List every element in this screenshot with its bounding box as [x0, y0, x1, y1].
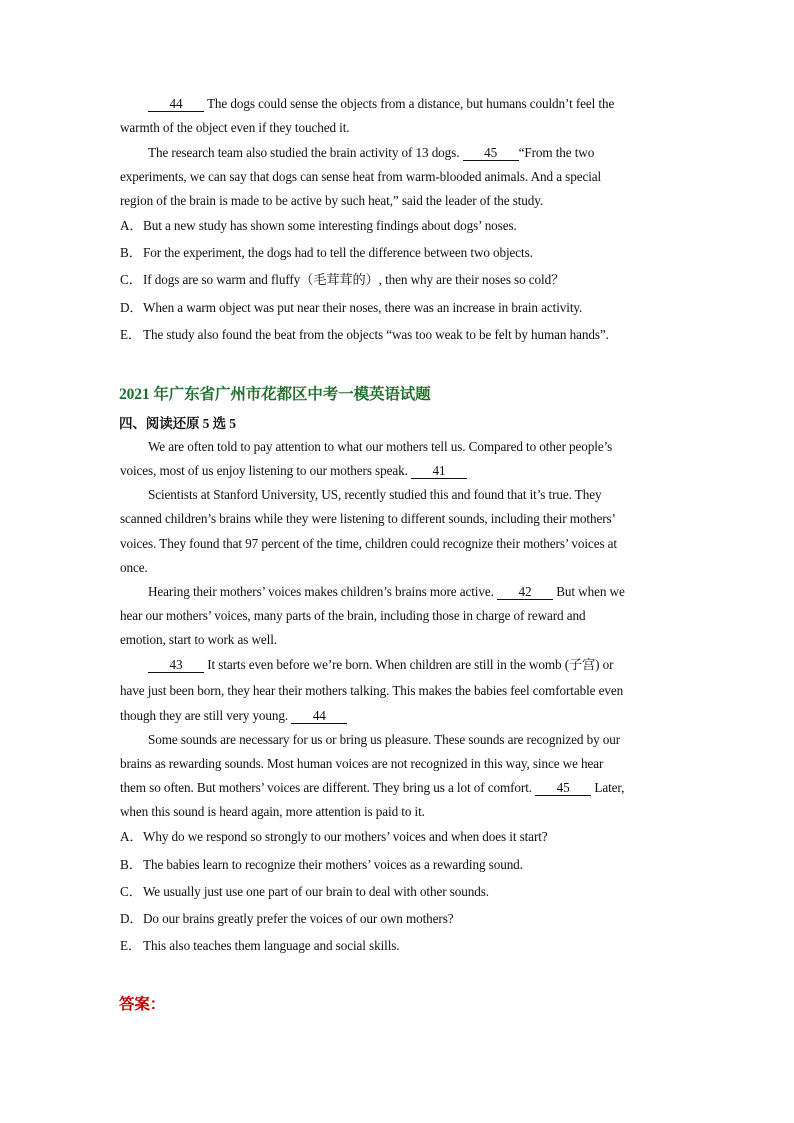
- text-fragment: The research team also studied the brain activity of 13 dogs.: [148, 145, 460, 160]
- option-letter: C．: [120, 272, 142, 287]
- option-a: [120, 829, 548, 845]
- option-c: [120, 884, 489, 900]
- paragraph-line: We are often told to pay attention to what our mothers tell us. Compared to other people’s: [148, 439, 613, 454]
- answer-blank-41: 41: [411, 464, 467, 479]
- answer-blank-44: 44: [148, 97, 204, 112]
- paragraph-line: have just been born, they hear their mothers talking. This makes the babies feel comfortable even: [120, 683, 624, 698]
- option-text: For the experiment, the dogs had to tell the difference between two objects.: [143, 245, 533, 260]
- text-fragment: them so often. But mothers’ voices are different. They bring us a lot of comfort.: [120, 780, 532, 795]
- option-d: [120, 911, 454, 927]
- option-letter: E．: [120, 327, 142, 342]
- answer-blank-43: 43: [148, 658, 204, 673]
- paragraph-line: when this sound is heard again, more attention is paid to it.: [120, 804, 425, 819]
- text-fragment: voices, most of us enjoy listening to our mothers speak.: [120, 463, 408, 478]
- paragraph-line: Some sounds are necessary for us or bring us pleasure. These sounds are recognized by our: [148, 732, 621, 747]
- text-fragment: though they are still very young.: [120, 708, 289, 723]
- option-e: [120, 938, 399, 954]
- paragraph-line: [120, 780, 624, 796]
- paragraph-line: emotion, start to work as well.: [120, 632, 277, 647]
- text-fragment: Hearing their mothers’ voices makes children’s brains more active.: [148, 584, 494, 599]
- option-d: [120, 300, 582, 316]
- paragraph-line: once.: [120, 560, 148, 575]
- option-text: Do our brains greatly prefer the voices of our own mothers?: [143, 911, 454, 926]
- option-text: If dogs are so warm and fluffy（毛茸茸的）, then why are their noses so cold？: [143, 272, 565, 287]
- section-heading: 四、阅读还原 5 选 5: [119, 416, 236, 431]
- paragraph-line: region of the brain is made to be active by such heat,” said the leader of the study.: [120, 193, 544, 208]
- option-text: This also teaches them language and social skills.: [143, 938, 400, 953]
- answer-blank-42: 42: [497, 585, 553, 600]
- option-text: The study also found the beat from the objects “was too weak to be felt by human hands”.: [143, 327, 609, 342]
- option-text: We usually just use one part of our brain to deal with other sounds.: [143, 884, 489, 899]
- exam-title: 2021 年广东省广州市花都区中考一模英语试题: [119, 386, 431, 403]
- paragraph-line: [148, 145, 594, 161]
- answer-blank-44: 44: [291, 709, 347, 724]
- answer-blank-45: 45: [463, 146, 519, 161]
- answer-heading: 答案：: [119, 996, 166, 1013]
- paragraph-line: [148, 657, 613, 673]
- option-e: [120, 327, 609, 343]
- option-letter: A．: [120, 829, 143, 844]
- paragraph-line: Scientists at Stanford University, US, recently studied this and found that it’s true. They: [148, 487, 602, 502]
- answer-blank-45: 45: [535, 781, 591, 796]
- option-letter: D．: [120, 300, 143, 315]
- text-fragment: The dogs could sense the objects from a distance, but humans couldn’t feel the: [206, 96, 615, 111]
- text-fragment: Later,: [594, 780, 625, 795]
- paragraph-line: experiments, we can say that dogs can sense heat from warm-blooded animals. And a special: [120, 169, 602, 184]
- paragraph-line: scanned children’s brains while they were listening to different sounds, including their mothers’: [120, 511, 616, 526]
- paragraph-line: voices. They found that 97 percent of the time, children could recognize their mothers’ voices at: [120, 536, 617, 551]
- option-text: The babies learn to recognize their mothers’ voices as a rewarding sound.: [143, 857, 523, 872]
- paragraph-line: warmth of the object even if they touched it.: [120, 120, 350, 135]
- option-text: But a new study has shown some interesting findings about dogs’ noses.: [143, 218, 517, 233]
- option-b: [120, 245, 533, 261]
- option-a: [120, 218, 517, 234]
- option-letter: B．: [120, 245, 142, 260]
- text-fragment: But when we: [556, 584, 625, 599]
- option-letter: D．: [120, 911, 143, 926]
- paragraph-line: [120, 708, 347, 724]
- option-letter: E．: [120, 938, 142, 953]
- option-letter: A．: [120, 218, 143, 233]
- paragraph-line: [120, 463, 467, 479]
- option-text: Why do we respond so strongly to our mothers’ voices and when does it start?: [143, 829, 548, 844]
- paragraph-line: [148, 96, 614, 112]
- paragraph-line: brains as rewarding sounds. Most human voices are not recognized in this way, since we hear: [120, 756, 604, 771]
- paragraph-line: [148, 584, 625, 600]
- text-fragment: It starts even before we’re born. When children are still in the womb (子宫) or: [207, 657, 614, 672]
- option-letter: C．: [120, 884, 142, 899]
- option-b: [120, 857, 523, 873]
- option-c: [120, 272, 564, 288]
- paragraph-line: hear our mothers’ voices, many parts of the brain, including those in charge of reward and: [120, 608, 586, 623]
- option-text: When a warm object was put near their noses, there was an increase in brain activity.: [143, 300, 583, 315]
- text-fragment: “From the two: [518, 145, 595, 160]
- option-letter: B．: [120, 857, 142, 872]
